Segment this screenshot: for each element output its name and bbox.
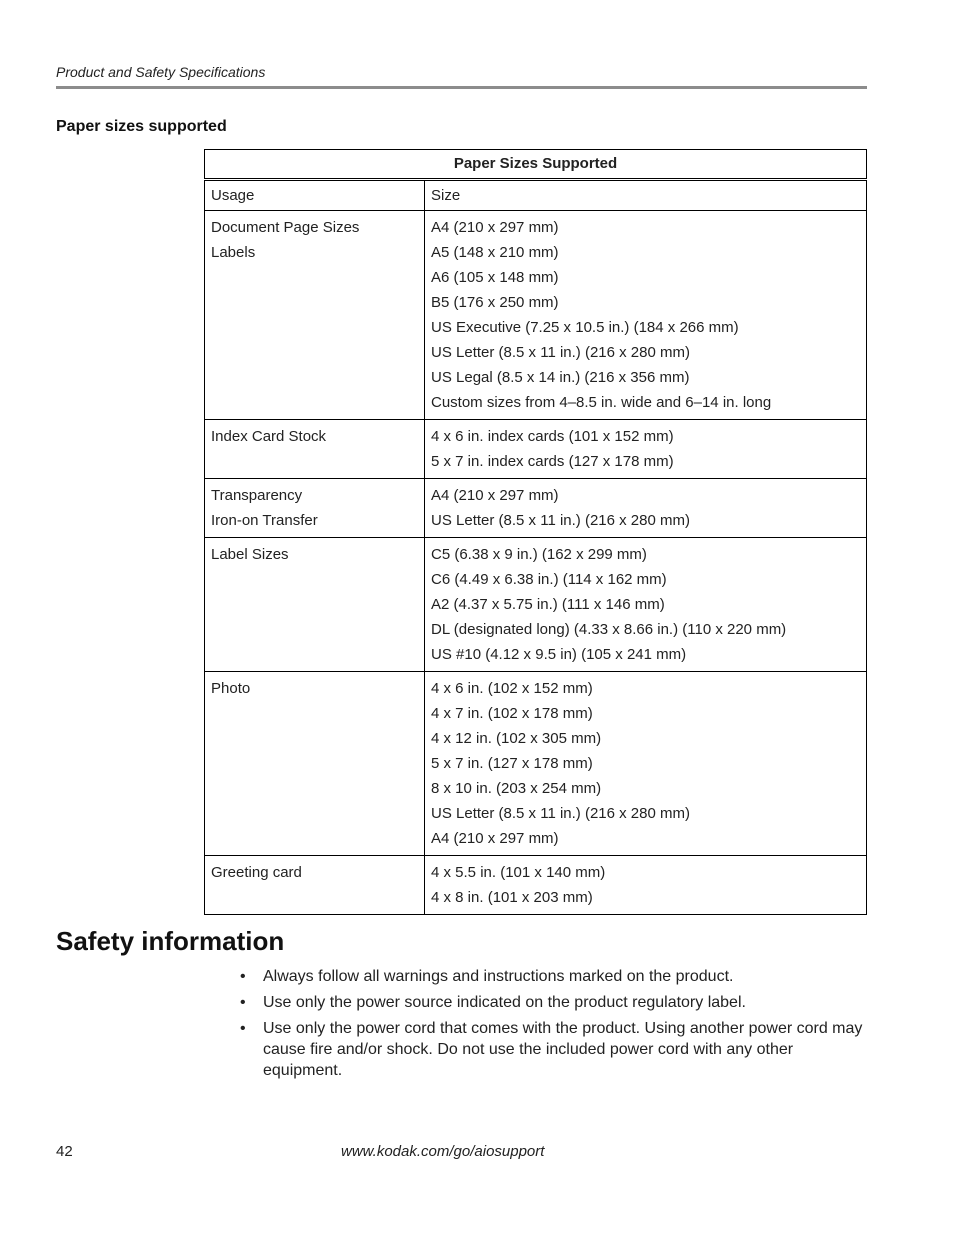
size-entry: A6 (105 x 148 mm) bbox=[431, 269, 559, 286]
size-entry: 5 x 7 in. (127 x 178 mm) bbox=[431, 755, 593, 772]
table-row bbox=[205, 211, 867, 420]
usage-cell bbox=[205, 211, 425, 420]
size-entry: 4 x 8 in. (101 x 203 mm) bbox=[431, 889, 593, 906]
table-row bbox=[205, 420, 867, 479]
usage-cell bbox=[205, 856, 425, 915]
safety-title: Safety information bbox=[56, 926, 285, 956]
size-entry: A2 (4.37 x 5.75 in.) (111 x 146 mm) bbox=[431, 596, 665, 613]
usage-cell bbox=[205, 538, 425, 672]
column-header-size: Size bbox=[425, 180, 867, 211]
table-row bbox=[205, 538, 867, 672]
paper-sizes-table bbox=[204, 149, 867, 915]
safety-bullet-item bbox=[240, 1018, 870, 1081]
size-entry: US Legal (8.5 x 14 in.) (216 x 356 mm) bbox=[431, 369, 690, 386]
size-entry: A5 (148 x 210 mm) bbox=[431, 244, 559, 261]
size-cell bbox=[425, 420, 867, 479]
size-entry: 4 x 6 in. index cards (101 x 152 mm) bbox=[431, 428, 674, 445]
size-entry: 4 x 6 in. (102 x 152 mm) bbox=[431, 680, 593, 697]
size-cell bbox=[425, 211, 867, 420]
usage-label: Transparency bbox=[211, 487, 303, 504]
safety-list bbox=[240, 966, 870, 1086]
size-entry: 4 x 12 in. (102 x 305 mm) bbox=[431, 730, 602, 747]
running-head: Product and Safety Specifications bbox=[56, 64, 266, 80]
safety-bullet-item bbox=[240, 992, 870, 1013]
usage-label: Index Card Stock bbox=[211, 428, 327, 445]
size-entry: A4 (210 x 297 mm) bbox=[431, 487, 559, 504]
section-heading: Paper sizes supported bbox=[56, 118, 227, 135]
table-row bbox=[205, 856, 867, 915]
size-entry: A4 (210 x 297 mm) bbox=[431, 219, 559, 236]
safety-bullet-item bbox=[240, 966, 870, 987]
usage-label: Iron-on Transfer bbox=[211, 512, 318, 529]
table-row bbox=[205, 479, 867, 538]
size-entry: 4 x 7 in. (102 x 178 mm) bbox=[431, 705, 593, 722]
safety-bullet-text: Use only the power source indicated on the product regulatory label. bbox=[263, 994, 746, 1011]
size-entry: C6 (4.49 x 6.38 in.) (114 x 162 mm) bbox=[431, 571, 667, 588]
safety-bullet-text: Always follow all warnings and instructions marked on the product. bbox=[263, 968, 734, 985]
usage-cell bbox=[205, 420, 425, 479]
usage-cell bbox=[205, 672, 425, 856]
size-cell bbox=[425, 856, 867, 915]
safety-bullet-text: Use only the power cord that comes with the product. Using another power cord may cause fire and/or shock. Do not use the included power cord with any other equipment. bbox=[263, 1020, 863, 1079]
bullet-icon: • bbox=[240, 1020, 246, 1037]
table-header-row bbox=[205, 180, 867, 211]
usage-label: Labels bbox=[211, 244, 256, 261]
size-entry: C5 (6.38 x 9 in.) (162 x 299 mm) bbox=[431, 546, 647, 563]
size-entry: US Letter (8.5 x 11 in.) (216 x 280 mm) bbox=[431, 805, 690, 822]
size-cell bbox=[425, 538, 867, 672]
size-entry: US Executive (7.25 x 10.5 in.) (184 x 266 mm) bbox=[431, 319, 739, 336]
size-entry: Custom sizes from 4–8.5 in. wide and 6–14 in. long bbox=[431, 394, 772, 411]
table-caption: Paper Sizes Supported bbox=[205, 150, 867, 180]
header-rule bbox=[56, 86, 867, 89]
size-entry: US Letter (8.5 x 11 in.) (216 x 280 mm) bbox=[431, 344, 690, 361]
column-header-usage: Usage bbox=[205, 180, 425, 211]
usage-label: Document Page Sizes bbox=[211, 219, 360, 236]
usage-label: Greeting card bbox=[211, 864, 302, 881]
size-cell bbox=[425, 479, 867, 538]
size-entry: 4 x 5.5 in. (101 x 140 mm) bbox=[431, 864, 606, 881]
size-entry: US #10 (4.12 x 9.5 in) (105 x 241 mm) bbox=[431, 646, 687, 663]
size-entry: B5 (176 x 250 mm) bbox=[431, 294, 559, 311]
table-row bbox=[205, 672, 867, 856]
size-entry: DL (designated long) (4.33 x 8.66 in.) (110 x 220 mm) bbox=[431, 621, 787, 638]
footer-url: www.kodak.com/go/aiosupport bbox=[341, 1143, 545, 1160]
size-entry: US Letter (8.5 x 11 in.) (216 x 280 mm) bbox=[431, 512, 690, 529]
bullet-icon: • bbox=[240, 994, 246, 1011]
usage-label: Photo bbox=[211, 680, 251, 697]
usage-cell bbox=[205, 479, 425, 538]
page-number: 42 bbox=[56, 1143, 73, 1160]
size-entry: 8 x 10 in. (203 x 254 mm) bbox=[431, 780, 602, 797]
bullet-icon: • bbox=[240, 968, 246, 985]
usage-label: Label Sizes bbox=[211, 546, 289, 563]
size-entry: 5 x 7 in. index cards (127 x 178 mm) bbox=[431, 453, 674, 470]
size-cell bbox=[425, 672, 867, 856]
size-entry: A4 (210 x 297 mm) bbox=[431, 830, 559, 847]
